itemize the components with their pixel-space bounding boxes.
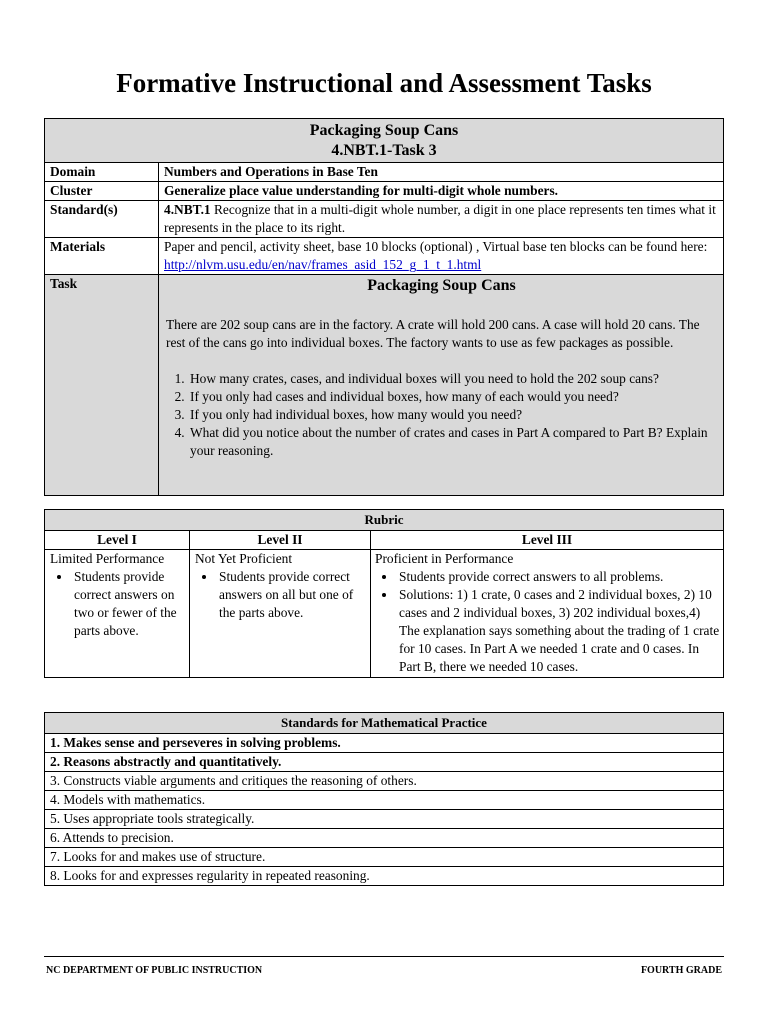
task-question: 4. What did you notice about the number of crates and cases in Part A compared to Part B? Explain your reasoning. (188, 424, 717, 460)
rubric-bullet: • Solutions: 1) 1 crate, 0 cases and 2 individual boxes, 2) 10 cases and 2 individual boxes, 3) 202 individual boxes,4) The explanation says something about the trading of 1 crate for 10 cases. In Part A we needed 1 crate and 0 cases. In Part B, there we needed 10 cases. (397, 586, 723, 676)
task-question: 2. If you only had cases and individual boxes, how many of each would you need? (188, 388, 717, 406)
page-title: Formative Instructional and Assessment Tasks (116, 68, 652, 98)
task-question: 1. How many crates, cases, and individual boxes will you need to hold the 202 soup cans? (188, 370, 717, 388)
materials-label: Materials (45, 238, 159, 275)
virtual-blocks-link[interactable]: http://nlvm.usu.edu/en/nav/frames_asid_152_g_1_t_1.html (164, 257, 482, 272)
task-content (159, 275, 724, 496)
standard-text: Recognize that in a multi-digit whole number, a digit in one place represents ten times what it represents in the place to its right. (164, 202, 716, 235)
smp-item: 2. Reasons abstractly and quantitatively. (45, 753, 724, 772)
task-question: 3. If you only had individual boxes, how many would you need? (188, 406, 717, 424)
standard-value (159, 201, 724, 238)
domain-label: Domain (45, 163, 159, 182)
rubric-bullet: • Students provide correct answers to all problems. (397, 568, 723, 586)
rubric-table (44, 509, 724, 678)
level-3-subtitle: Proficient in Performance (375, 551, 514, 566)
rubric-bullet: • Students provide correct answers on all but one of the parts above. (217, 568, 370, 622)
smp-item: 7. Looks for and makes use of structure. (45, 848, 724, 867)
smp-item: 1. Makes sense and perseveres in solving problems. (45, 734, 724, 753)
smp-item: 5. Uses appropriate tools strategically. (45, 810, 724, 829)
level-3-cell (371, 550, 724, 678)
smp-item: 3. Constructs viable arguments and critiques the reasoning of others. (45, 772, 724, 791)
cluster-label: Cluster (45, 182, 159, 201)
level-2-subtitle: Not Yet Proficient (195, 551, 293, 566)
level-3-header: Level III (371, 531, 724, 550)
level-1-cell (45, 550, 190, 678)
smp-item: 4. Models with mathematics. (45, 791, 724, 810)
level-1-bullets (50, 568, 189, 640)
level-2-bullets (195, 568, 370, 622)
footer-department: NC DEPARTMENT OF PUBLIC INSTRUCTION (46, 965, 263, 976)
task-table (44, 118, 724, 496)
level-1-header: Level I (45, 531, 190, 550)
smp-title: Standards for Mathematical Practice (45, 713, 724, 734)
task-intro: There are 202 soup cans are in the factory. A crate will hold 200 cans. A case will hold 20 cans. The rest of the cans go into individual boxes. The factory wants to use as few packages as possible. (166, 317, 700, 350)
smp-item: 6. Attends to precision. (45, 829, 724, 848)
task-title: Packaging Soup Cans (367, 277, 516, 294)
footer-divider (44, 956, 724, 957)
task-label: Task (45, 275, 159, 496)
level-1-subtitle: Limited Performance (50, 551, 165, 566)
task-header-title: Packaging Soup Cans (309, 122, 459, 139)
level-2-header: Level II (190, 531, 371, 550)
cluster-value: Generalize place value understanding for multi-digit whole numbers. (159, 182, 724, 201)
task-questions (166, 370, 717, 460)
rubric-title: Rubric (45, 510, 724, 531)
footer-grade: FOURTH GRADE (640, 965, 722, 976)
smp-table (44, 712, 724, 886)
level-3-bullets (375, 568, 723, 676)
materials-value (159, 238, 724, 275)
level-2-cell (190, 550, 371, 678)
standard-code: 4.NBT.1 (164, 202, 211, 217)
standard-label: Standard(s) (45, 201, 159, 238)
smp-item: 8. Looks for and expresses regularity in repeated reasoning. (45, 867, 724, 886)
domain-value: Numbers and Operations in Base Ten (159, 163, 724, 182)
task-header (45, 119, 724, 163)
rubric-bullet: • Students provide correct answers on two or fewer of the parts above. (72, 568, 189, 640)
materials-text: Paper and pencil, activity sheet, base 10 blocks (optional) , Virtual base ten blocks can be found here: (164, 239, 708, 254)
task-header-code: 4.NBT.1-Task 3 (331, 142, 437, 159)
